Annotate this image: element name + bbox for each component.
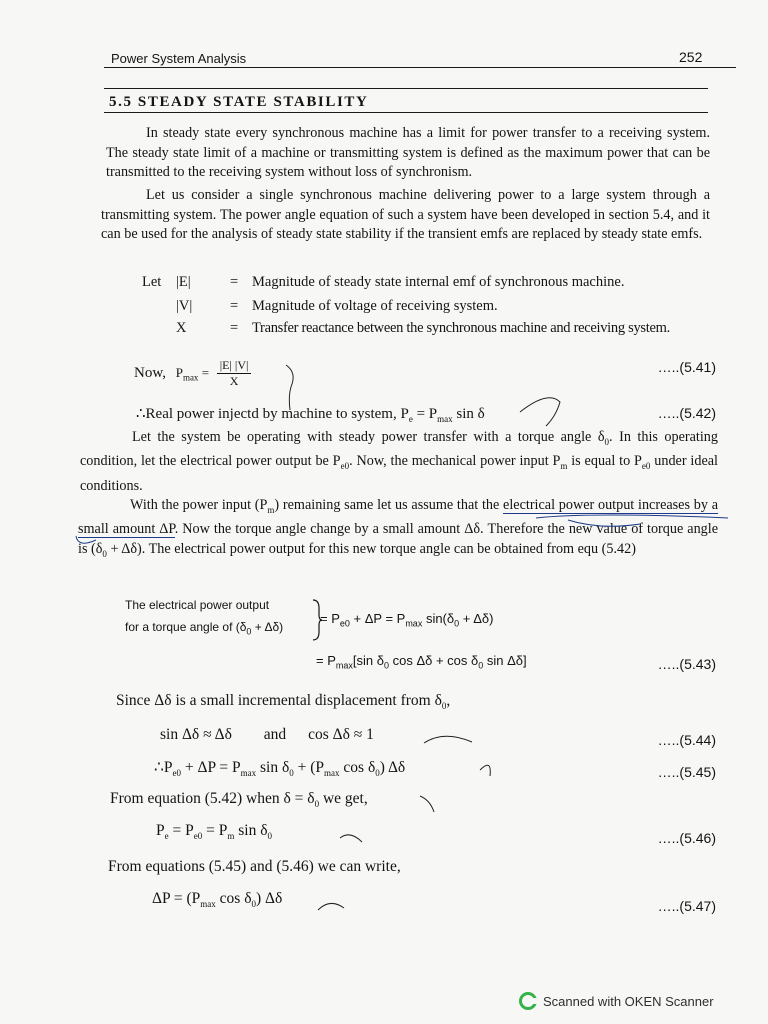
- definition-symbol: |V|: [176, 298, 193, 314]
- definition-equals: =: [230, 320, 239, 336]
- fraction-denominator: X: [229, 374, 239, 388]
- section-rule-bottom: [104, 112, 708, 113]
- definition-equals: =: [230, 298, 239, 314]
- equation-number: …..(5.43): [657, 656, 716, 672]
- from-equations-5-45-5-46: From equations (5.45) and (5.46) we can write,: [108, 858, 401, 875]
- section-heading: 5.5 STEADY STATE STABILITY: [109, 94, 369, 110]
- equation-5-45: $\therefore P_{e0} + \Delta P = P_{max}$ $\sin \delta_0 + (P_{max}$ $\cos \delta_0$) Δδ: [154, 759, 406, 779]
- from-equation-5-42: From equation (5.42) when $\delta = \delta_0$ we get,: [110, 790, 368, 810]
- equation-5-46: $P_e = P_{e0} = P_m$ $\sin \delta_0$: [156, 822, 273, 842]
- definition-equals: =: [230, 274, 239, 290]
- paragraph-power-input: With the power input $(P_m)$ remaining same let us assume that the electrical power output increases by a small amount ΔP. Now the torque angle change by a small amount Δδ. Therefore the new value of torque angle is $(\delta_0 + \Delta\delta)$. The electrical power output for this new torque angle can be obtained from equ (5.42): [78, 497, 718, 559]
- definition-text: Magnitude of voltage of receiving system.: [252, 298, 498, 314]
- since-statement: Since Δδ is a small incremental displacement from $\delta_0$,: [116, 692, 451, 712]
- section-rule-top: [104, 88, 708, 89]
- equation-5-43-line2: = $P_{max}[\sin$ $\delta_0$ $\cos \Delta\delta + \cos \delta_0$ sin Δδ]: [316, 653, 527, 671]
- definition-row-x: [176, 320, 670, 337]
- equation-5-43-line1: = $P_{e0} + \Delta P = P_{max}$ $\sin(\delta_0 + \Delta\delta)$: [320, 611, 494, 629]
- scanner-watermark: [519, 992, 714, 1010]
- definition-row-e: [142, 274, 624, 291]
- equation-5-42: ∴Real power injectd by machine to system, $P_e = P_{max}$ sin δ: [136, 406, 485, 424]
- equation-number: …..(5.46): [657, 830, 716, 846]
- paragraph-consider: Let us consider a single synchronous machine delivering power to a large system through a transmitting system. The power angle equation of such a system have been developed in section 5.4, and it can be used for the analysis of steady state stability if the transient emfs are replaced by steady state emfs.: [101, 187, 710, 242]
- running-header-title: Power System Analysis: [111, 51, 247, 66]
- equation-number: …..(5.45): [657, 764, 716, 780]
- eq-now: Now,: [134, 364, 166, 381]
- scanner-text: Scanned with OKEN Scanner: [543, 993, 714, 1009]
- paragraph-intro: In steady state every synchronous machine has a limit for power transfer to a receiving system. The steady state limit of a machine or transmitting system is defined as the maximum power that can be transmitted to the receiving system without loss of synchronism.: [106, 125, 710, 180]
- equation-number: …..(5.47): [657, 898, 716, 914]
- equation-number: …..(5.44): [657, 732, 716, 748]
- handwritten-underline-text: electrical power output increases by a small amount ΔP: [78, 497, 718, 538]
- definition-symbol: |E|: [176, 274, 191, 290]
- definition-row-v: [176, 298, 498, 315]
- definition-let: Let: [142, 274, 162, 290]
- paragraph-operating: Let the system be operating with steady power transfer with a torque angle $\delta_0$. In this operating condition, let the electrical power output be $P_{e0}$. Now, the mechanical power input $P_m$ is equal to $P_{e0}$ under ideal conditions.: [80, 429, 718, 494]
- equation-number: …..(5.42): [657, 405, 716, 421]
- page-number: 252: [679, 49, 703, 65]
- definition-text: Magnitude of steady state internal emf of synchronous machine.: [252, 274, 625, 290]
- equation-number: …..(5.41): [657, 359, 716, 375]
- equation-5-47: $\Delta P = (P_{max}$ $\cos \delta_0$) Δδ: [152, 890, 283, 910]
- oken-scanner-logo-icon: [519, 992, 537, 1010]
- equation-5-44: sin Δδ ≈ Δδ and cos Δδ ≈ 1: [160, 726, 374, 743]
- fraction-numerator: |E| |V|: [217, 358, 252, 374]
- definition-text: Transfer reactance between the synchronous machine and receiving system.: [252, 320, 670, 336]
- header-rule: [104, 67, 736, 68]
- equation-5-43-label: The electrical power output for a torque angle of $(\delta_0 + \Delta\delta)$: [125, 598, 284, 637]
- definition-symbol: X: [176, 320, 187, 336]
- equation-5-41: Now, $P_{max}$ = $\frac{|E| |V|}{X}$: [134, 358, 251, 389]
